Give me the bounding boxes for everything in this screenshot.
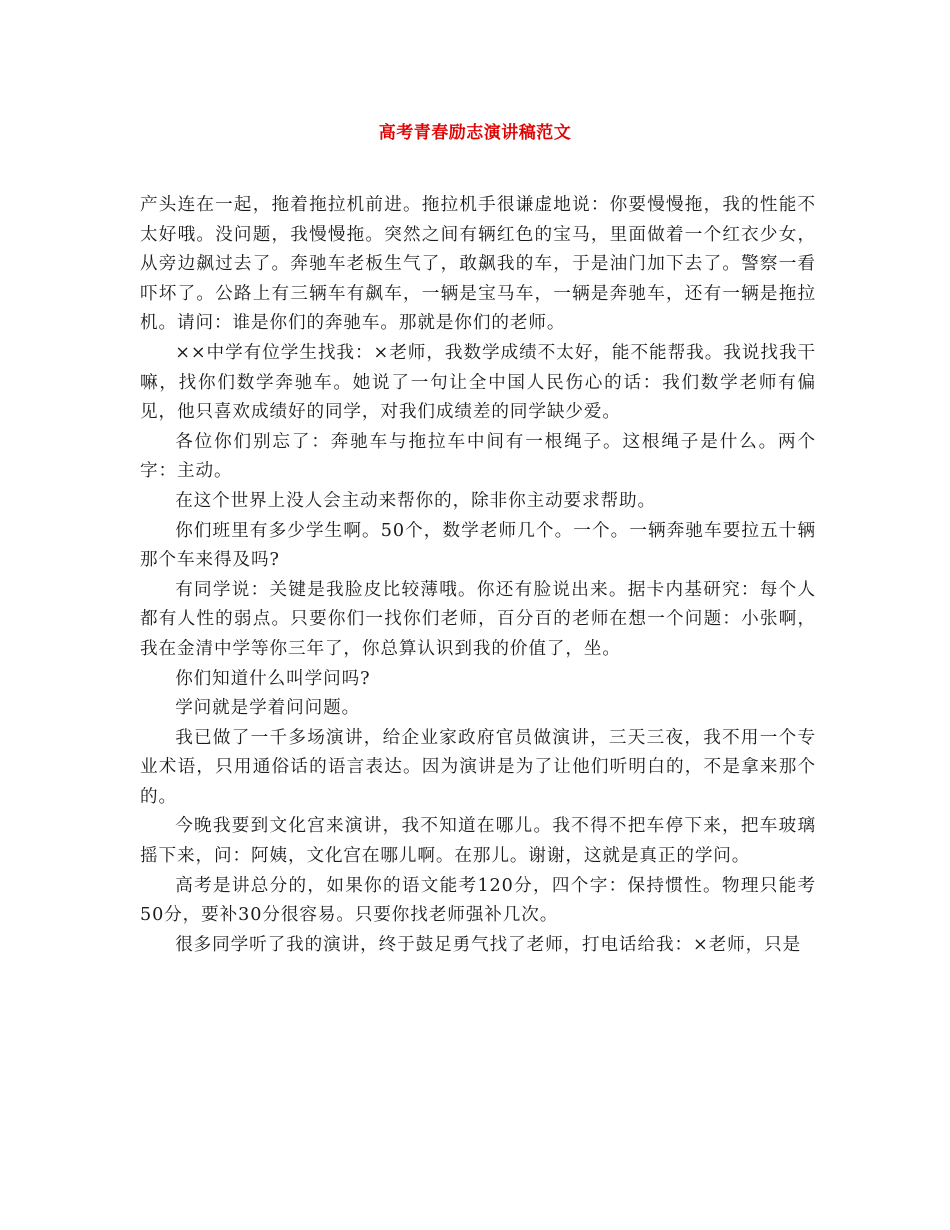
paragraph: 各位你们别忘了：奔驰车与拖拉车中间有一根绳子。这根绳子是什么。两个字：主动。 xyxy=(140,431,816,482)
paragraph: 你们知道什么叫学问吗? xyxy=(175,668,371,689)
paragraph: 高考是讲总分的，如果你的语文能考120分，四个字：保持惯性。物理只能考50分，要补30分很容易。只要你找老师强补几次。 xyxy=(140,875,816,926)
paragraph: 我已做了一千多场演讲，给企业家政府官员做演讲，三天三夜，我不用一个专业术语，只用通俗话的语言表达。因为演讲是为了让他们听明白的，不是拿来那个的。 xyxy=(140,727,816,807)
paragraph: 有同学说：关键是我脸皮比较薄哦。你还有脸说出来。据卡内基研究：每个人都有人性的弱点。只要你们一找你们老师，百分百的老师在想一个问题：小张啊，我在金清中学等你三年了，你总算认识到我的价值了，坐。 xyxy=(140,579,816,659)
paragraph: ××中学有位学生找我：×老师，我数学成绩不太好，能不能帮我。我说找我干嘛，找你们数学奔驰车。她说了一句让全中国人民伤心的话：我们数学老师有偏见，他只喜欢成绩好的同学，对我们成绩差的同学缺少爱。 xyxy=(140,342,816,423)
document-body xyxy=(140,191,816,960)
paragraph: 产头连在一起，拖着拖拉机前进。拖拉机手很谦虚地说：你要慢慢拖，我的性能不太好哦。没问题，我慢慢拖。突然之间有辆红色的宝马，里面做着一个红衣少女，从旁边飙过去了。奔驰车老板生气了，敢飙我的车，于是油门加下去了。警察一看吓坏了。公路上有三辆车有飙车，一辆是宝马车，一辆是奔驰车，还有一辆是拖拉机。请问：谁是你们的奔驰车。那就是你们的老师。 xyxy=(140,195,816,334)
paragraph: 很多同学听了我的演讲，终于鼓足勇气找了老师，打电话给我：×老师，只是 xyxy=(175,934,802,955)
paragraph: 在这个世界上没人会主动来帮你的，除非你主动要求帮助。 xyxy=(175,490,657,511)
paragraph: 今晚我要到文化宫来演讲，我不知道在哪儿。我不得不把车停下来，把车玻璃摇下来，问：阿姨，文化宫在哪儿啊。在那儿。谢谢，这就是真正的学问。 xyxy=(140,816,816,867)
document-title: 高考青春励志演讲稿范文 xyxy=(378,123,572,143)
paragraph: 学问就是学着问问题。 xyxy=(175,698,361,719)
paragraph: 你们班里有多少学生啊。50个，数学老师几个。一个。一辆奔驰车要拉五十辆那个车来得及吗? xyxy=(140,520,816,571)
